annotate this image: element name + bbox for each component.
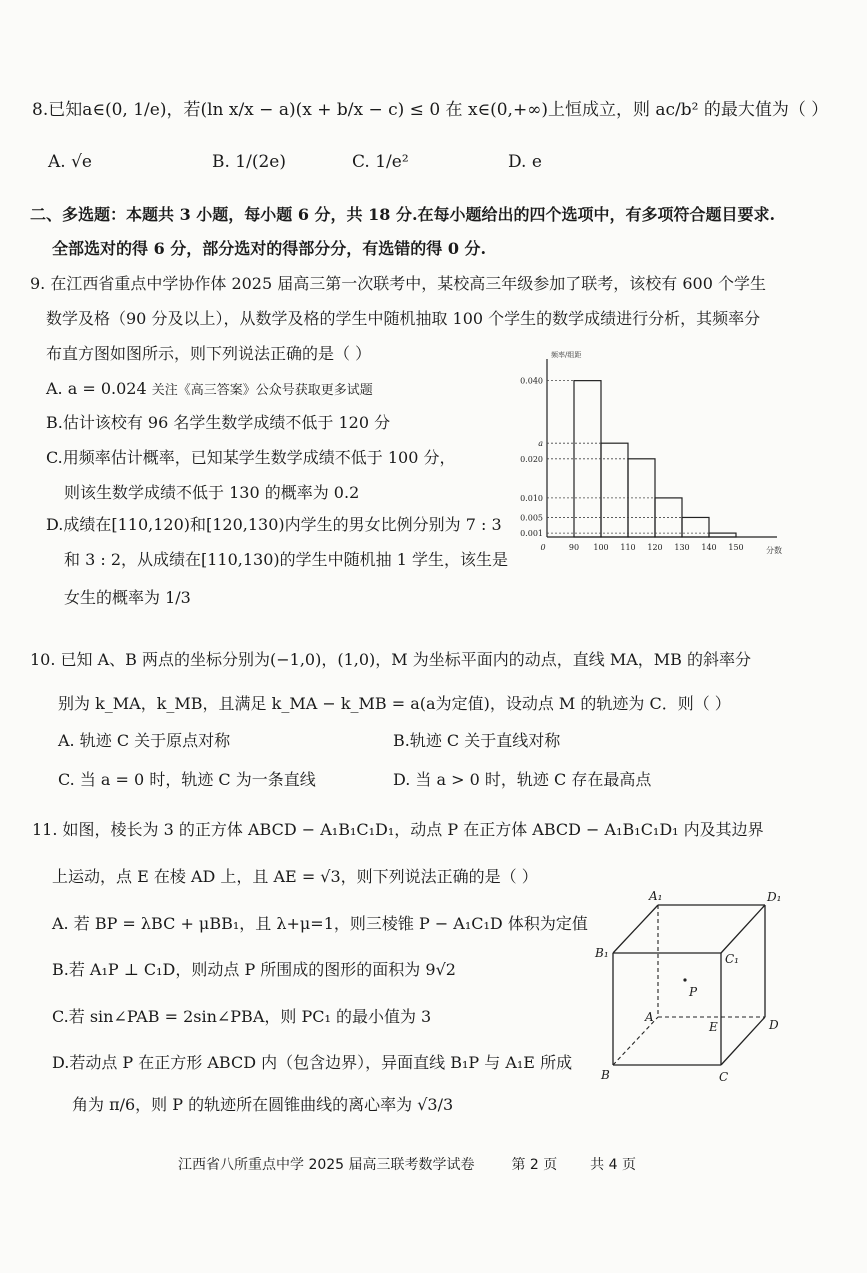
q9-option-d-line1: D.成绩在[110,120)和[120,130)内学生的男女比例分别为 7 : 3 [46, 515, 502, 534]
q8-condition: a∈(0, 1/e)，若(ln x/x − a)(x + b/x − c) ≤ 0 在 x∈(0,+∞)上恒成立，则 ac/b² 的最大值为（ ） [82, 100, 829, 120]
label-e: E [709, 1020, 718, 1034]
q11-option-d-line2: 角为 π/6，则 P 的轨迹所在圆锥曲线的离心率为 √3/3 [72, 1095, 454, 1114]
x-tick-label: 0 [540, 543, 546, 552]
q9-option-c-line1: C.用频率估计概率，已知某学生数学成绩不低于 100 分， [46, 448, 456, 467]
label-c1: C₁ [725, 952, 739, 966]
q10-line1: 10. 已知 A、B 两点的坐标分别为(−1,0)，(1,0)，M 为坐标平面内的动点，直线 MA，MB 的斜率分 [30, 650, 752, 669]
footer-total: 共 4 页 [590, 1157, 636, 1173]
q10-option-b: B.轨迹 C 关于直线对称 [393, 731, 561, 750]
label-a1: A₁ [649, 889, 663, 903]
q11-option-c: C.若 sin∠PAB = 2sin∠PBA，则 PC₁ 的最小值为 3 [52, 1007, 432, 1026]
label-d1: D₁ [767, 890, 782, 904]
footer-title: 江西省八所重点中学 2025 届高三联考数学试卷 [178, 1157, 475, 1173]
edge-c-d [721, 1017, 765, 1065]
q9-option-a-text: A. a = 0.024 [46, 379, 147, 398]
q10-line2: 别为 k_MA，k_MB，且满足 k_MA − k_MB = a(a为定值)，设动点 M 的轨迹为 C．则（ ） [58, 694, 731, 713]
x-tick-label: 150 [728, 543, 744, 552]
x-tick-label: 120 [647, 543, 663, 552]
q9-option-c-line2: 则该生数学成绩不低于 130 的概率为 0.2 [64, 483, 360, 502]
section2-line2: 全部选对的得 6 分，部分选对的得部分分，有选错的得 0 分. [52, 239, 487, 258]
label-c: C [719, 1070, 729, 1084]
cube-diagram [585, 885, 795, 1090]
q11-line2: 上运动，点 E 在棱 AD 上，且 AE = √3，则下列说法正确的是（ ） [52, 867, 538, 886]
q8-option-b: B. 1/(2e) [212, 152, 286, 172]
point-p [683, 978, 686, 981]
q9-line2: 数学及格（90 分及以上），从数学及格的学生中随机抽取 100 个学生的数学成绩进行分析，其频率分 [46, 309, 761, 328]
q8-stem-prefix: 8.已知 [32, 100, 83, 120]
footer-page: 第 2 页 [511, 1157, 558, 1173]
label-b1: B₁ [595, 946, 609, 960]
label-a: A [645, 1010, 654, 1024]
q9-option-b: B.估计该校有 96 名学生数学成绩不低于 120 分 [46, 413, 391, 432]
y-tick-label: 0.010 [520, 493, 543, 503]
q11-option-b: B.若 A₁P ⊥ C₁D，则动点 P 所围成的图形的面积为 9√2 [52, 960, 456, 979]
histogram-bar [709, 533, 736, 537]
q10-option-a: A. 轨迹 C 关于原点对称 [58, 731, 231, 750]
y-tick-label: 0.001 [520, 529, 543, 539]
y-tick-label: a [538, 439, 543, 449]
y-axis-label: 频率/组距 [551, 351, 582, 359]
histogram-bar [601, 443, 628, 537]
q9-line1: 9. 在江西省重点中学协作体 2025 届高三第一次联考中，某校高三年级参加了联考，该校有 600 个学生 [30, 274, 766, 293]
q9-option-a [46, 381, 373, 397]
x-tick-label: 130 [674, 543, 690, 552]
label-p: P [689, 985, 698, 999]
section2-line1: 二、多选题：本题共 3 小题，每小题 6 分，共 18 分.在每小题给出的四个选项中，有多项符合题目要求. [30, 205, 776, 224]
footer [178, 1158, 636, 1172]
q11-option-d-line1: D.若动点 P 在正方形 ABCD 内（包含边界），异面直线 B₁P 与 A₁E 所成 [52, 1053, 573, 1072]
q8-option-c: C. 1/e² [352, 152, 409, 172]
edge-b1-a1 [613, 905, 658, 953]
label-b: B [601, 1068, 610, 1082]
q11-line1: 11. 如图，棱长为 3 的正方体 ABCD − A₁B₁C₁D₁，动点 P 在正方体 ABCD − A₁B₁C₁D₁ 内及其边界 [32, 820, 764, 839]
x-tick-label: 140 [701, 543, 717, 552]
x-tick-label: 110 [620, 543, 636, 552]
histogram-bar [682, 517, 709, 537]
q8-option-d: D. e [508, 152, 542, 172]
x-axis-label: 分数 [766, 546, 782, 555]
q10-option-d: D. 当 a > 0 时，轨迹 C 存在最高点 [393, 770, 652, 789]
q9-option-a-note: 关注《高三答案》公众号获取更多试题 [151, 383, 373, 398]
x-tick-label: 90 [568, 543, 580, 552]
label-d: D [769, 1018, 779, 1032]
q8-stem [32, 102, 828, 119]
frequency-histogram [515, 345, 785, 565]
q9-line3: 布直方图如图所示，则下列说法正确的是（ ） [46, 344, 372, 363]
y-tick-label: 0.020 [520, 454, 543, 464]
x-tick-label: 100 [593, 543, 609, 552]
q8-option-a: A. √e [48, 152, 92, 172]
q9-option-d-line3: 女生的概率为 1/3 [64, 588, 191, 607]
q9-option-d-line2: 和 3 : 2，从成绩在[110,130)的学生中随机抽 1 学生，该生是 [64, 550, 509, 569]
y-tick-label: 0.040 [520, 376, 543, 386]
edge-c1-d1 [721, 905, 765, 953]
y-tick-label: 0.005 [520, 513, 543, 523]
q10-option-c: C. 当 a = 0 时，轨迹 C 为一条直线 [58, 770, 316, 789]
q11-option-a: A. 若 BP = λBC + μBB₁，且 λ+μ=1，则三棱锥 P − A₁C₁D 体积为定值 [52, 914, 588, 933]
edge-b-a [613, 1017, 658, 1065]
